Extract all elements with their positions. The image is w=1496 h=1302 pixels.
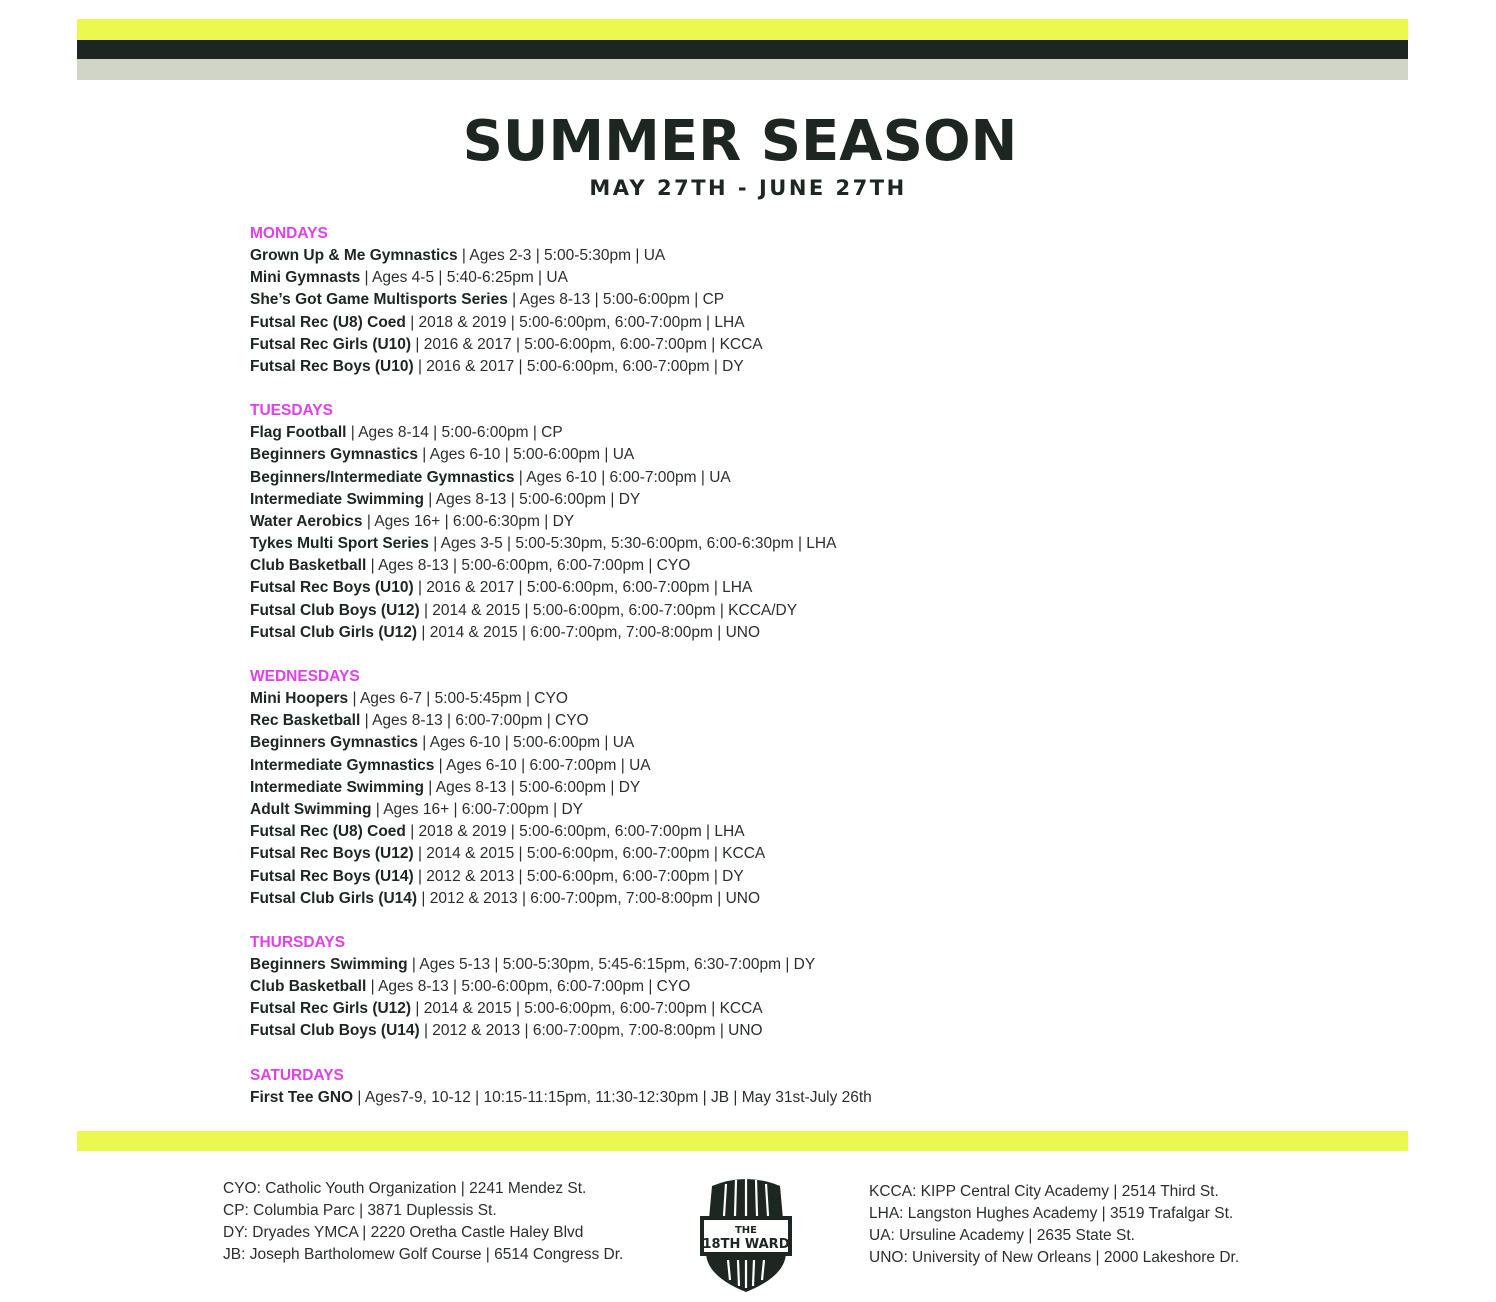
program-row	[250, 777, 1250, 799]
program-name: Beginners Gymnastics	[250, 446, 418, 464]
program-details: | Ages 6-10 | 5:00-6:00pm | UA	[417, 446, 635, 464]
program-row	[250, 622, 1250, 644]
program-row	[250, 710, 1250, 732]
top-accent-bar-dark	[77, 40, 1408, 59]
program-name: Club Basketball	[250, 557, 367, 575]
legend-entry: UNO: University of New Orleans | 2000 Lakeshore Dr.	[869, 1249, 1240, 1266]
legend-entry: CP: Columbia Parc | 3871 Duplessis St.	[223, 1202, 497, 1219]
program-row	[250, 267, 1250, 289]
program-row	[250, 1087, 1250, 1109]
program-name: Futsal Rec Boys (U12)	[250, 845, 414, 863]
program-row	[250, 312, 1250, 334]
location-legend-right	[869, 1181, 1239, 1269]
program-details: | 2012 & 2013 | 5:00-6:00pm, 6:00-7:00pm | DY	[413, 867, 744, 885]
program-row	[250, 334, 1250, 356]
18th-ward-shield-logo-icon	[700, 1172, 792, 1294]
day-heading: THURSDAYS	[250, 933, 346, 951]
location-legend-left	[223, 1178, 623, 1266]
program-row	[250, 866, 1250, 888]
program-name: Beginners Gymnastics	[250, 734, 418, 752]
program-row	[250, 467, 1250, 489]
program-details: | Ages 6-10 | 6:00-7:00pm | UA	[514, 468, 731, 486]
legend-entry: CYO: Catholic Youth Organization | 2241 Mendez St.	[223, 1180, 587, 1197]
program-name: Futsal Rec Girls (U10)	[250, 335, 412, 353]
program-details: | Ages 6-7 | 5:00-5:45pm | CYO	[348, 690, 568, 707]
program-row	[250, 755, 1250, 777]
program-name: Futsal Club Boys (U12)	[250, 601, 420, 619]
program-name: Water Aerobics	[250, 512, 363, 530]
program-details: | Ages 8-13 | 5:00-6:00pm | CP	[507, 291, 725, 309]
logo-text-the: THE	[734, 1225, 758, 1236]
program-details: | 2014 & 2015 | 5:00-6:00pm, 6:00-7:00pm | KCCA	[411, 1000, 763, 1018]
program-row	[250, 356, 1250, 378]
day-section-mondays	[250, 223, 1250, 378]
program-details: | Ages 8-13 | 5:00-6:00pm | DY	[423, 490, 641, 508]
program-row	[250, 422, 1250, 444]
program-row	[250, 489, 1250, 511]
top-accent-bar-gray	[77, 59, 1408, 80]
program-row	[250, 600, 1250, 622]
program-details: | 2014 & 2015 | 5:00-6:00pm, 6:00-7:00pm | KCCA	[413, 845, 766, 863]
program-details: | Ages 8-13 | 5:00-6:00pm | DY	[423, 778, 641, 796]
weekly-schedule	[250, 223, 1250, 1131]
program-name: Intermediate Swimming	[250, 490, 424, 508]
program-name: Futsal Club Girls (U12)	[250, 623, 418, 641]
program-name: Beginners Swimming	[250, 955, 408, 973]
program-row	[250, 1020, 1250, 1042]
program-row	[250, 954, 1250, 976]
day-section-thursdays	[250, 932, 1250, 1043]
page-title: SUMMER SEASON	[462, 109, 1018, 174]
day-heading: SATURDAYS	[250, 1066, 344, 1084]
program-row	[250, 555, 1250, 577]
program-details: | 2014 & 2015 | 6:00-7:00pm, 7:00-8:00pm | UNO	[417, 623, 761, 641]
program-name: Beginners/Intermediate Gymnastics	[250, 468, 515, 486]
program-details: | Ages 8-14 | 5:00-6:00pm | CP	[346, 424, 563, 442]
program-name: Futsal Club Boys (U14)	[250, 1022, 420, 1040]
program-name: Futsal Rec Boys (U10)	[250, 579, 414, 597]
program-row	[250, 688, 1250, 710]
program-row	[250, 533, 1250, 555]
program-details: | Ages 8-13 | 6:00-7:00pm | CYO	[360, 712, 589, 730]
program-row	[250, 998, 1250, 1020]
day-heading: TUESDAYS	[250, 402, 333, 420]
legend-entry: LHA: Langston Hughes Academy | 3519 Trafalgar St.	[869, 1205, 1234, 1222]
program-name: Futsal Rec Boys (U10)	[250, 357, 414, 375]
program-name: Futsal Rec Boys (U14)	[250, 867, 414, 885]
program-details: | Ages 3-5 | 5:00-5:30pm, 5:30-6:00pm, 6:00-6:30pm | LHA	[428, 535, 837, 553]
program-name: Rec Basketball	[250, 712, 361, 730]
program-name: Tykes Multi Sport Series	[250, 535, 429, 553]
program-name: Club Basketball	[250, 978, 367, 996]
program-name: Futsal Rec Girls (U12)	[250, 1000, 412, 1018]
program-details: | Ages 6-10 | 5:00-6:00pm | UA	[417, 734, 635, 752]
program-details: | 2016 & 2017 | 5:00-6:00pm, 6:00-7:00pm | DY	[413, 357, 744, 375]
program-details: | Ages 8-13 | 5:00-6:00pm, 6:00-7:00pm | CYO	[366, 978, 691, 996]
program-row	[250, 888, 1250, 910]
program-name: Mini Gymnasts	[250, 269, 361, 287]
program-details: | Ages 2-3 | 5:00-5:30pm | UA	[457, 247, 666, 264]
program-details: | 2014 & 2015 | 5:00-6:00pm, 6:00-7:00pm | KCCA/DY	[419, 601, 798, 619]
program-details: | 2016 & 2017 | 5:00-6:00pm, 6:00-7:00pm | KCCA	[411, 335, 763, 353]
program-details: | 2016 & 2017 | 5:00-6:00pm, 6:00-7:00pm | LHA	[413, 579, 753, 597]
program-row	[250, 289, 1250, 311]
program-details: | Ages 16+ | 6:00-7:00pm | DY	[371, 800, 583, 818]
legend-entry: UA: Ursuline Academy | 2635 State St.	[869, 1227, 1135, 1244]
day-heading: MONDAYS	[250, 225, 328, 242]
program-details: | Ages 8-13 | 5:00-6:00pm, 6:00-7:00pm | CYO	[366, 557, 691, 575]
day-heading: WEDNESDAYS	[250, 668, 360, 685]
program-name: Adult Swimming	[250, 800, 372, 818]
program-details: | 2018 & 2019 | 5:00-6:00pm, 6:00-7:00pm | LHA	[405, 823, 745, 841]
program-details: | 2012 & 2013 | 6:00-7:00pm, 7:00-8:00pm | UNO	[417, 889, 761, 907]
program-row	[250, 245, 1250, 267]
program-name: She’s Got Game Multisports Series	[250, 291, 508, 309]
program-name: Futsal Rec (U8) Coed	[250, 313, 406, 331]
program-name: Futsal Rec (U8) Coed	[250, 823, 406, 841]
program-row	[250, 821, 1250, 843]
day-section-tuesdays	[250, 400, 1250, 644]
day-section-wednesdays	[250, 666, 1250, 910]
program-details: | Ages 5-13 | 5:00-5:30pm, 5:45-6:15pm, 6:30-7:00pm | DY	[407, 955, 816, 973]
program-details: | 2012 & 2013 | 6:00-7:00pm, 7:00-8:00pm | UNO	[419, 1022, 763, 1040]
program-details: | Ages 4-5 | 5:40-6:25pm | UA	[360, 269, 568, 287]
program-details: | Ages 6-10 | 6:00-7:00pm | UA	[434, 756, 651, 774]
program-row	[250, 511, 1250, 533]
legend-entry: DY: Dryades YMCA | 2220 Oretha Castle Haley Blvd	[223, 1224, 584, 1241]
program-details: | Ages 16+ | 6:00-6:30pm | DY	[362, 512, 575, 530]
program-name: Flag Football	[250, 424, 347, 442]
program-details: | Ages7-9, 10-12 | 10:15-11:15pm, 11:30-12:30pm | JB | May 31st-July 26th	[353, 1088, 872, 1106]
program-name: Futsal Club Girls (U14)	[250, 889, 418, 907]
program-name: First Tee GNO	[250, 1088, 354, 1106]
top-accent-bar-yellow	[77, 19, 1408, 40]
day-section-saturdays	[250, 1065, 1250, 1109]
program-details: | 2018 & 2019 | 5:00-6:00pm, 6:00-7:00pm | LHA	[405, 313, 745, 331]
program-row	[250, 843, 1250, 865]
program-row	[250, 732, 1250, 754]
program-row	[250, 444, 1250, 466]
legend-entry: JB: Joseph Bartholomew Golf Course | 6514 Congress Dr.	[223, 1246, 624, 1263]
program-name: Intermediate Swimming	[250, 778, 424, 796]
program-name: Grown Up & Me Gymnastics	[250, 247, 458, 264]
legend-entry: KCCA: KIPP Central City Academy | 2514 Third St.	[869, 1183, 1219, 1200]
program-row	[250, 976, 1250, 998]
program-row	[250, 799, 1250, 821]
season-dates: MAY 27TH - JUNE 27TH	[589, 176, 907, 200]
logo-text-18th-ward: 18TH WARD	[702, 1237, 790, 1252]
program-name: Intermediate Gymnastics	[250, 756, 435, 774]
bottom-accent-bar-yellow	[77, 1131, 1408, 1151]
program-row	[250, 577, 1250, 599]
program-name: Mini Hoopers	[250, 690, 349, 707]
